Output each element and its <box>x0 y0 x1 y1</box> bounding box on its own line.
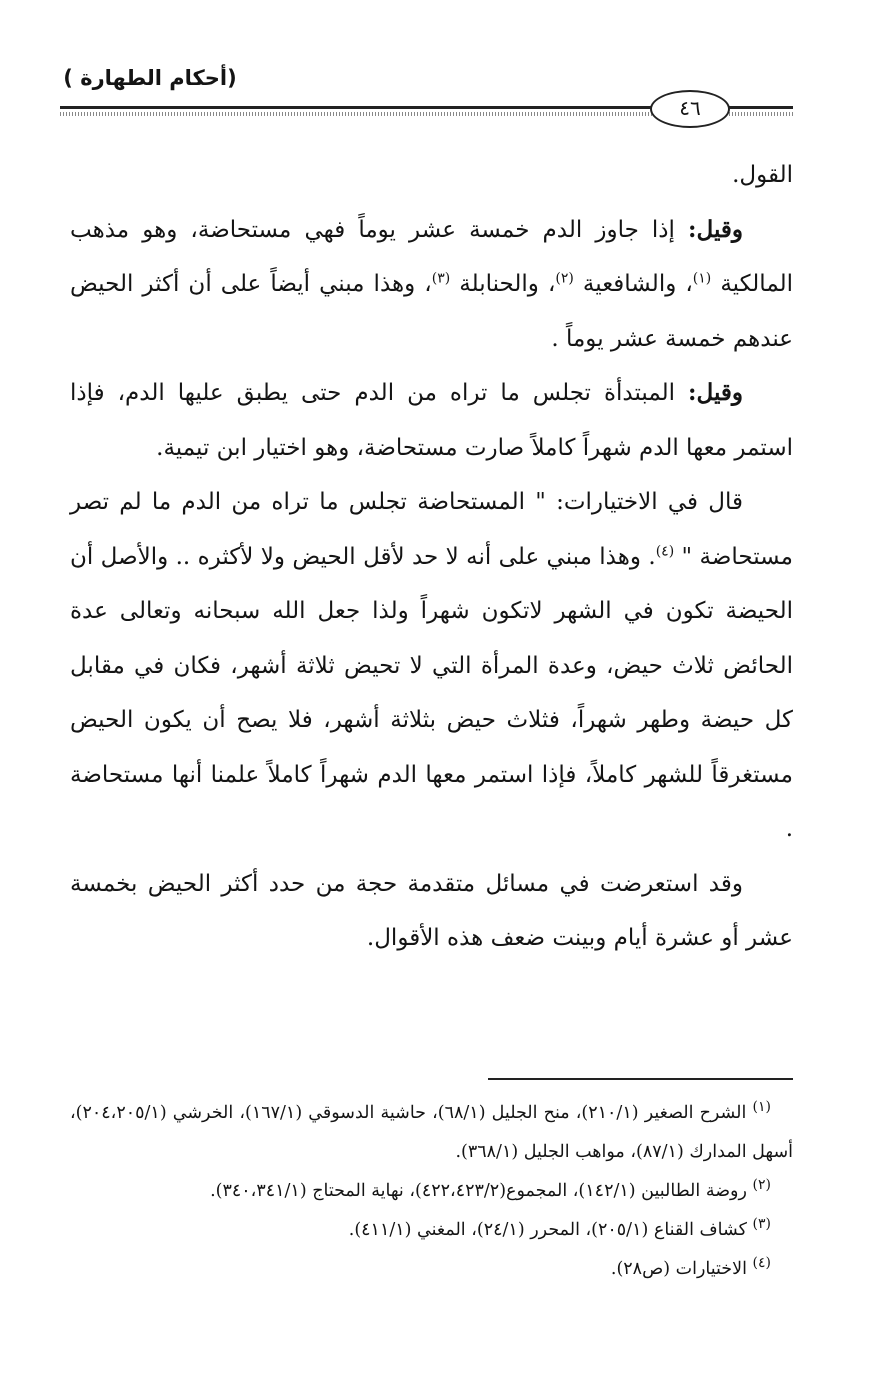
running-title: (أحكام الطهارة ) <box>63 66 237 90</box>
paragraph-2-lead: وقيل: <box>688 215 743 243</box>
footnote-ref-3: (٣) <box>431 270 451 287</box>
paragraph-5-text: وقد استعرضت في مسائل متقدمة حجة من حدد أكثر الحيض بخمسة عشر أو عشرة أيام وبينت ضعف هذه الأقوال. <box>70 870 793 951</box>
paragraph-5 <box>70 857 793 966</box>
paragraph-3-text: المبتدأة تجلس ما تراه من الدم حتى يطبق عليها الدم، فإذا استمر معها الدم شهراً كاملاً صارت مستحاضة، وهو اختيار ابن تيمية. <box>70 380 793 461</box>
footnote-2-marker: (٢) <box>752 1177 771 1194</box>
paragraph-2-mid1: ، والشافعية <box>582 271 693 297</box>
footnote-3-text: كشاف القناع (٢٠٥/١)، المحرر (٢٤/١)، المغني (٤١١/١). <box>348 1220 753 1240</box>
footnote-ref-2: (٢) <box>555 270 574 287</box>
footnote-ref-1: (١) <box>692 270 712 287</box>
paragraph-3 <box>70 366 793 475</box>
footnote-4-marker: (٤) <box>752 1255 771 1272</box>
paragraph-2 <box>70 203 793 367</box>
footnote-4-text: الاختيارات (ص٢٨). <box>610 1259 753 1279</box>
paragraph-1-text: القول. <box>732 162 793 188</box>
paragraph-1 <box>70 148 793 203</box>
page-number: ٤٦ <box>650 90 730 128</box>
paragraph-4 <box>70 475 793 857</box>
footnote-1-text: الشرح الصغير (٢١٠/١)، منح الجليل (٦٨/١)، حاشية الدسوقي (١٦٧/١)، الخرشي (٢٠٤،٢٠٥/١)، أسهل المدارك (٨٧/١)، مواهب الجليل (٣٦٨/١). <box>70 1103 793 1162</box>
footnote-2-text: روضة الطالبين (١٤٢/١)، المجموع(٤٢٢،٤٢٣/٢)، نهاية المحتاج (٣٤٠،٣٤١/١). <box>210 1181 753 1201</box>
paragraph-3-lead: وقيل: <box>688 379 743 406</box>
main-text <box>70 148 793 966</box>
footnote-ref-4: (٤) <box>655 542 675 559</box>
footnote-1 <box>70 1094 793 1172</box>
footnote-3 <box>70 1211 793 1250</box>
paragraph-2-mid2: ، والحنابلة <box>459 271 556 297</box>
footnote-separator <box>488 1078 793 1080</box>
footnote-1-marker: (١) <box>752 1099 771 1116</box>
footnotes <box>70 1094 793 1289</box>
paragraph-2-text: إذا جاوز الدم خمسة عشر يوماً فهي مستحاضة، وهو مذهب المالكية <box>70 216 794 297</box>
footnote-3-marker: (٣) <box>752 1216 771 1233</box>
paragraph-4-tail: . وهذا مبني على أنه لا حد لأقل الحيض ولا لأكثره .. والأصل أن الحيضة تكون في الشهر لاتكون شهراً ولذا جعل الله سبحانه وتعالى عدة الحائض ثلاث حيض، وعدة المرأة التي لا تحيض ثلاثة أشهر، فكان في مقابل كل حيضة وطهر شهراً، فثلاث حيض بثلاثة أشهر، فلا يصح أن يكون الحيض مستغرقاً للشهر كاملاً، فإذا استمر معها الدم شهراً كاملاً علمنا أنها مستحاضة . <box>70 543 793 842</box>
paragraph-2-tail: ، وهذا مبني أيضاً على أن أكثر الحيض عندهم خمسة عشر يوماً . <box>70 271 793 352</box>
footnote-4 <box>70 1250 793 1289</box>
footnote-2 <box>70 1172 793 1211</box>
paragraph-4-text: قال في الاختيارات: " المستحاضة تجلس ما تراه من الدم ما لم تصر مستحاضة " <box>70 489 793 570</box>
